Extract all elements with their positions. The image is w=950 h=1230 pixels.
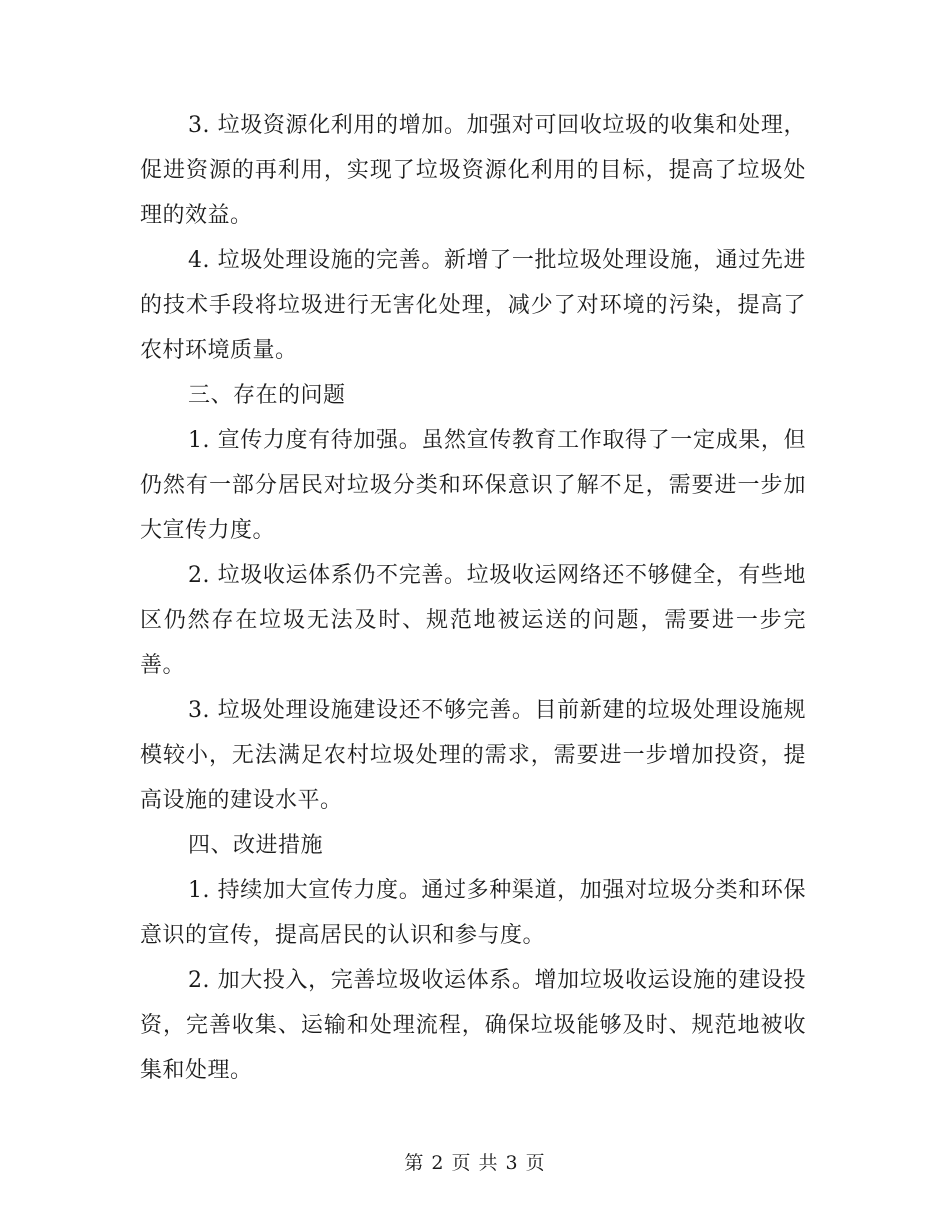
page-number-footer: 第 2 页 共 3 页	[404, 1152, 546, 1174]
paragraph-problem-1: 1. 宣传力度有待加强。虽然宣传教育工作取得了一定成果，但仍然有一部分居民对垃圾分类和环保意识了解不足，需要进一步加大宣传力度。	[140, 428, 806, 543]
paragraph-improvement-1: 1. 持续加大宣传力度。通过多种渠道，加强对垃圾分类和环保意识的宣传，提高居民的认识和参与度。	[140, 878, 806, 948]
document-body	[140, 103, 806, 1093]
paragraph-3-resource-utilization: 3. 垃圾资源化利用的增加。加强对可回收垃圾的收集和处理，促进资源的再利用，实现了垃圾资源化利用的目标，提高了垃圾处理的效益。	[140, 113, 806, 228]
section-heading-problems: 三、存在的问题	[188, 383, 346, 408]
paragraph-improvement-2: 2. 加大投入，完善垃圾收运体系。增加垃圾收运设施的建设投资，完善收集、运输和处理流程，确保垃圾能够及时、规范地被收集和处理。	[140, 968, 806, 1083]
section-heading-improvements: 四、改进措施	[188, 833, 324, 858]
paragraph-4-treatment-facilities: 4. 垃圾处理设施的完善。新增了一批垃圾处理设施，通过先进的技术手段将垃圾进行无害化处理，减少了对环境的污染，提高了农村环境质量。	[140, 248, 806, 363]
paragraph-problem-3: 3. 垃圾处理设施建设还不够完善。目前新建的垃圾处理设施规模较小，无法满足农村垃圾处理的需求，需要进一步增加投资，提高设施的建设水平。	[140, 698, 806, 813]
paragraph-problem-2: 2. 垃圾收运体系仍不完善。垃圾收运网络还不够健全，有些地区仍然存在垃圾无法及时、规范地被运送的问题，需要进一步完善。	[140, 563, 806, 678]
